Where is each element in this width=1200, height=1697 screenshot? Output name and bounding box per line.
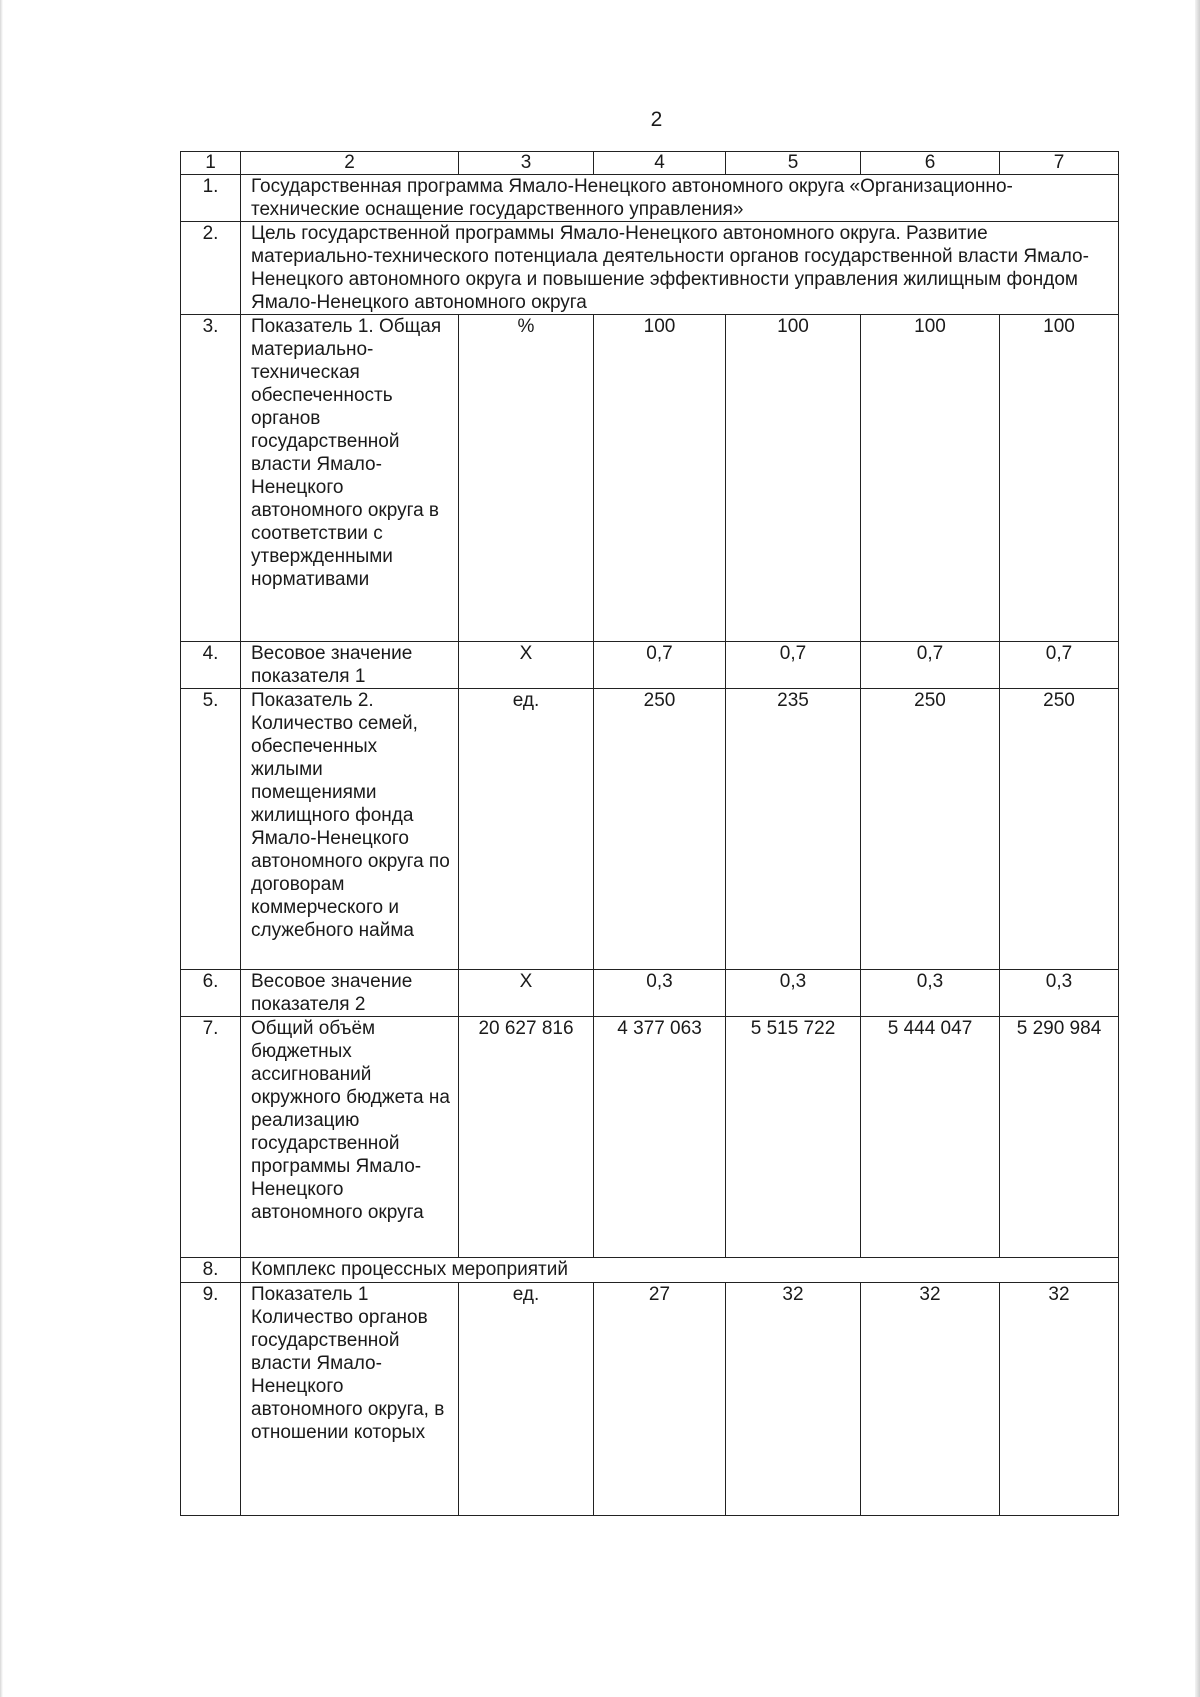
table-header-row [181,152,1119,175]
unit-cell: Х [459,970,594,1017]
value-cell: 250 [861,689,1000,970]
header-cell: 7 [1000,152,1119,175]
row-number: 1. [181,175,241,222]
row-number: 8. [181,1258,241,1283]
table-row [181,970,1119,1017]
indicator-text: Показатель 2. Количество семей, обеспеченных жилыми помещениями жилищного фонда Ямало-Ненецкого автономного округа по договорам коммерческого и служебного найма [241,689,459,970]
value-cell: 250 [594,689,726,970]
value-cell: 0,7 [861,642,1000,689]
table-row [181,315,1119,642]
header-cell: 2 [241,152,459,175]
indicator-text: Весовое значение показателя 2 [241,970,459,1017]
value-cell: 0,3 [1000,970,1119,1017]
row-number: 4. [181,642,241,689]
row-number: 3. [181,315,241,642]
table-row [181,222,1119,315]
unit-cell: % [459,315,594,642]
value-cell: 32 [726,1283,861,1516]
row-number: 6. [181,970,241,1017]
value-cell: 0,7 [1000,642,1119,689]
header-cell: 5 [726,152,861,175]
value-cell: 5 444 047 [861,1017,1000,1258]
table-row [181,1258,1119,1283]
value-cell: 5 515 722 [726,1017,861,1258]
value-cell: 0,3 [594,970,726,1017]
table-row [181,1283,1119,1516]
table-row [181,175,1119,222]
header-cell: 6 [861,152,1000,175]
program-goal: Цель государственной программы Ямало-Ненецкого автономного округа. Развитие материально-технического потенциала деятельности органов государственной власти Ямало-Ненецкого автономного округа и повышение эффективности управления жилищным фондом Ямало-Ненецкого автономного округа [241,222,1119,315]
program-title: Государственная программа Ямало-Ненецкого автономного округа «Организационно-технические оснащение государственного управления» [241,175,1119,222]
value-cell: 5 290 984 [1000,1017,1119,1258]
indicators-table [180,151,1119,1516]
header-cell: 1 [181,152,241,175]
scan-edge-right [1195,0,1200,1697]
value-cell: 235 [726,689,861,970]
value-cell: 250 [1000,689,1119,970]
unit-cell: 20 627 816 [459,1017,594,1258]
scan-edge-left [0,0,3,1697]
header-cell: 3 [459,152,594,175]
page-number: 2 [650,108,663,131]
value-cell: 100 [1000,315,1119,642]
value-cell: 0,7 [726,642,861,689]
row-number: 2. [181,222,241,315]
value-cell: 100 [726,315,861,642]
value-cell: 0,3 [726,970,861,1017]
table-row [181,1017,1119,1258]
indicator-text: Показатель 1 Количество органов государственной власти Ямало-Ненецкого автономного округа, в отношении которых [241,1283,459,1516]
row-number: 5. [181,689,241,970]
value-cell: 32 [1000,1283,1119,1516]
table-row [181,642,1119,689]
indicator-text: Показатель 1. Общая материально-техническая обеспеченность органов государственной власти Ямало-Ненецкого автономного округа в соответствии с утвержденными нормативами [241,315,459,642]
value-cell: 0,7 [594,642,726,689]
unit-cell: ед. [459,689,594,970]
indicator-text: Весовое значение показателя 1 [241,642,459,689]
section-title: Комплекс процессных мероприятий [241,1258,1119,1283]
row-number: 9. [181,1283,241,1516]
table-row [181,689,1119,970]
header-cell: 4 [594,152,726,175]
value-cell: 32 [861,1283,1000,1516]
value-cell: 4 377 063 [594,1017,726,1258]
value-cell: 0,3 [861,970,1000,1017]
indicator-text: Общий объём бюджетных ассигнований окружного бюджета на реализацию государственной программы Ямало-Ненецкого автономного округа [241,1017,459,1258]
value-cell: 100 [861,315,1000,642]
row-number: 7. [181,1017,241,1258]
unit-cell: ед. [459,1283,594,1516]
unit-cell: Х [459,642,594,689]
value-cell: 27 [594,1283,726,1516]
value-cell: 100 [594,315,726,642]
